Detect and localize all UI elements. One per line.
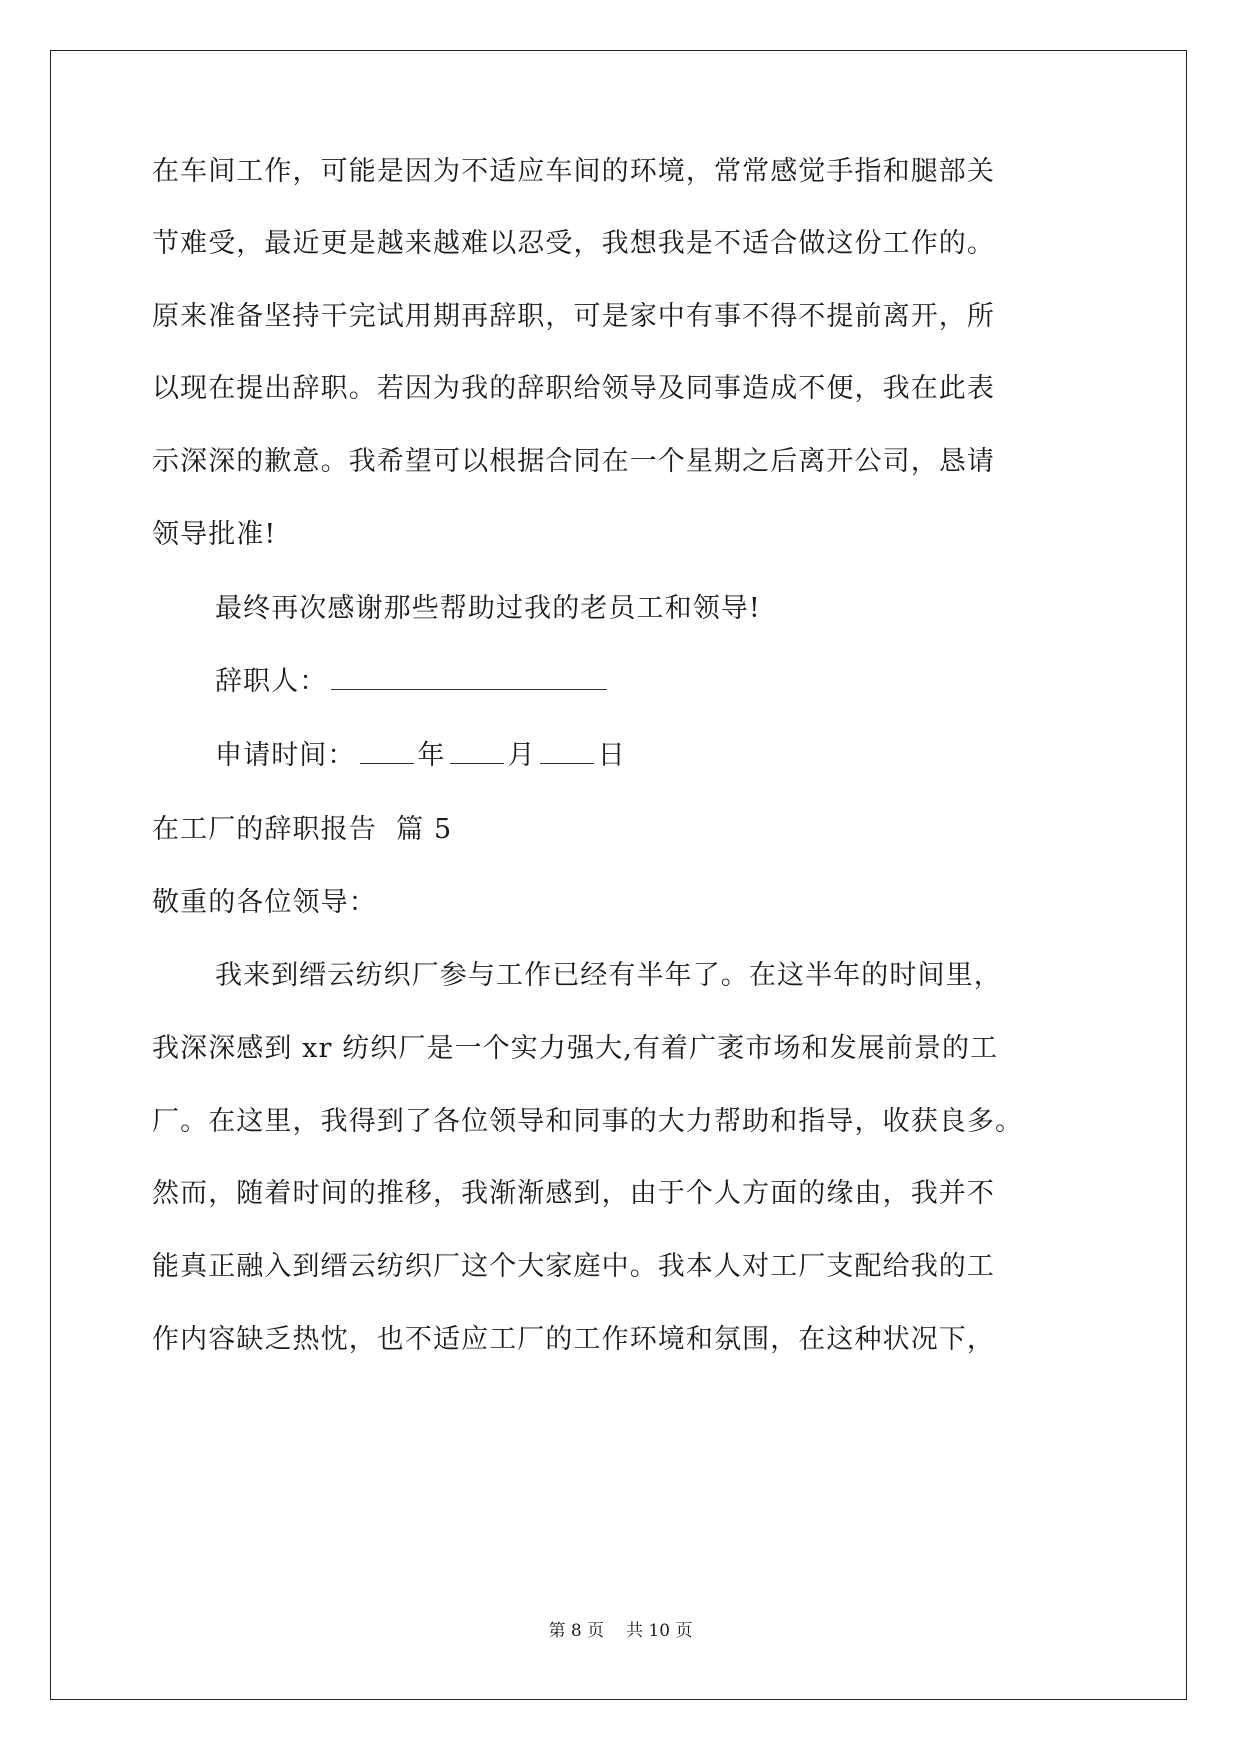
page-border <box>50 50 1187 1700</box>
signature-line <box>215 664 611 700</box>
day-label: 日 <box>597 740 626 771</box>
body-line: 然而，随着时间的推移，我渐渐感到，由于个人方面的缘由，我并不 <box>152 1178 995 1209</box>
section-title: 在工厂的辞职报告 篇 5 <box>152 814 453 845</box>
month-label: 月 <box>507 740 536 771</box>
page-number: 第 8 页 <box>548 1621 605 1641</box>
body-line: 原来准备坚持干完试用期再辞职，可是家中有事不得不提前离开，所 <box>152 301 995 332</box>
page-footer <box>0 1620 1241 1642</box>
date-line <box>215 738 626 774</box>
page-total: 共 10 页 <box>626 1621 693 1641</box>
body-line: 能真正融入到缙云纺织厂这个大家庭中。我本人对工厂支配给我的工 <box>152 1251 995 1282</box>
year-label: 年 <box>417 740 446 771</box>
body-line: 我来到缙云纺织厂参与工作已经有半年了。在这半年的时间里， <box>215 960 1002 991</box>
body-line: 我深深感到 xr 纺织厂是一个实力强大,有着广袤市场和发展前景的工 <box>152 1033 999 1064</box>
body-line: 作内容缺乏热忱，也不适应工厂的工作环境和氛围，在这种状况下， <box>152 1324 995 1355</box>
day-blank <box>540 741 594 764</box>
body-line: 以现在提出辞职。若因为我的辞职给领导及同事造成不便，我在此表 <box>152 373 995 404</box>
date-label: 申请时间： <box>215 740 356 771</box>
body-line: 节难受，最近更是越来越难以忍受，我想我是不适合做这份工作的。 <box>152 228 995 259</box>
year-blank <box>360 741 414 764</box>
body-line: 厂。在这里，我得到了各位领导和同事的大力帮助和指导，收获良多。 <box>152 1106 1024 1137</box>
salutation: 敬重的各位领导： <box>152 887 377 918</box>
body-line: 示深深的歉意。我希望可以根据合同在一个星期之后离开公司，恳请 <box>152 446 995 477</box>
signature-blank <box>331 667 607 690</box>
body-line: 在车间工作，可能是因为不适应车间的环境，常常感觉手指和腿部关 <box>152 156 995 187</box>
body-line: 领导批准! <box>152 519 277 550</box>
signature-label: 辞职人： <box>215 666 328 697</box>
month-blank <box>450 741 504 764</box>
closing-thanks: 最终再次感谢那些帮助过我的老员工和领导! <box>215 593 761 624</box>
